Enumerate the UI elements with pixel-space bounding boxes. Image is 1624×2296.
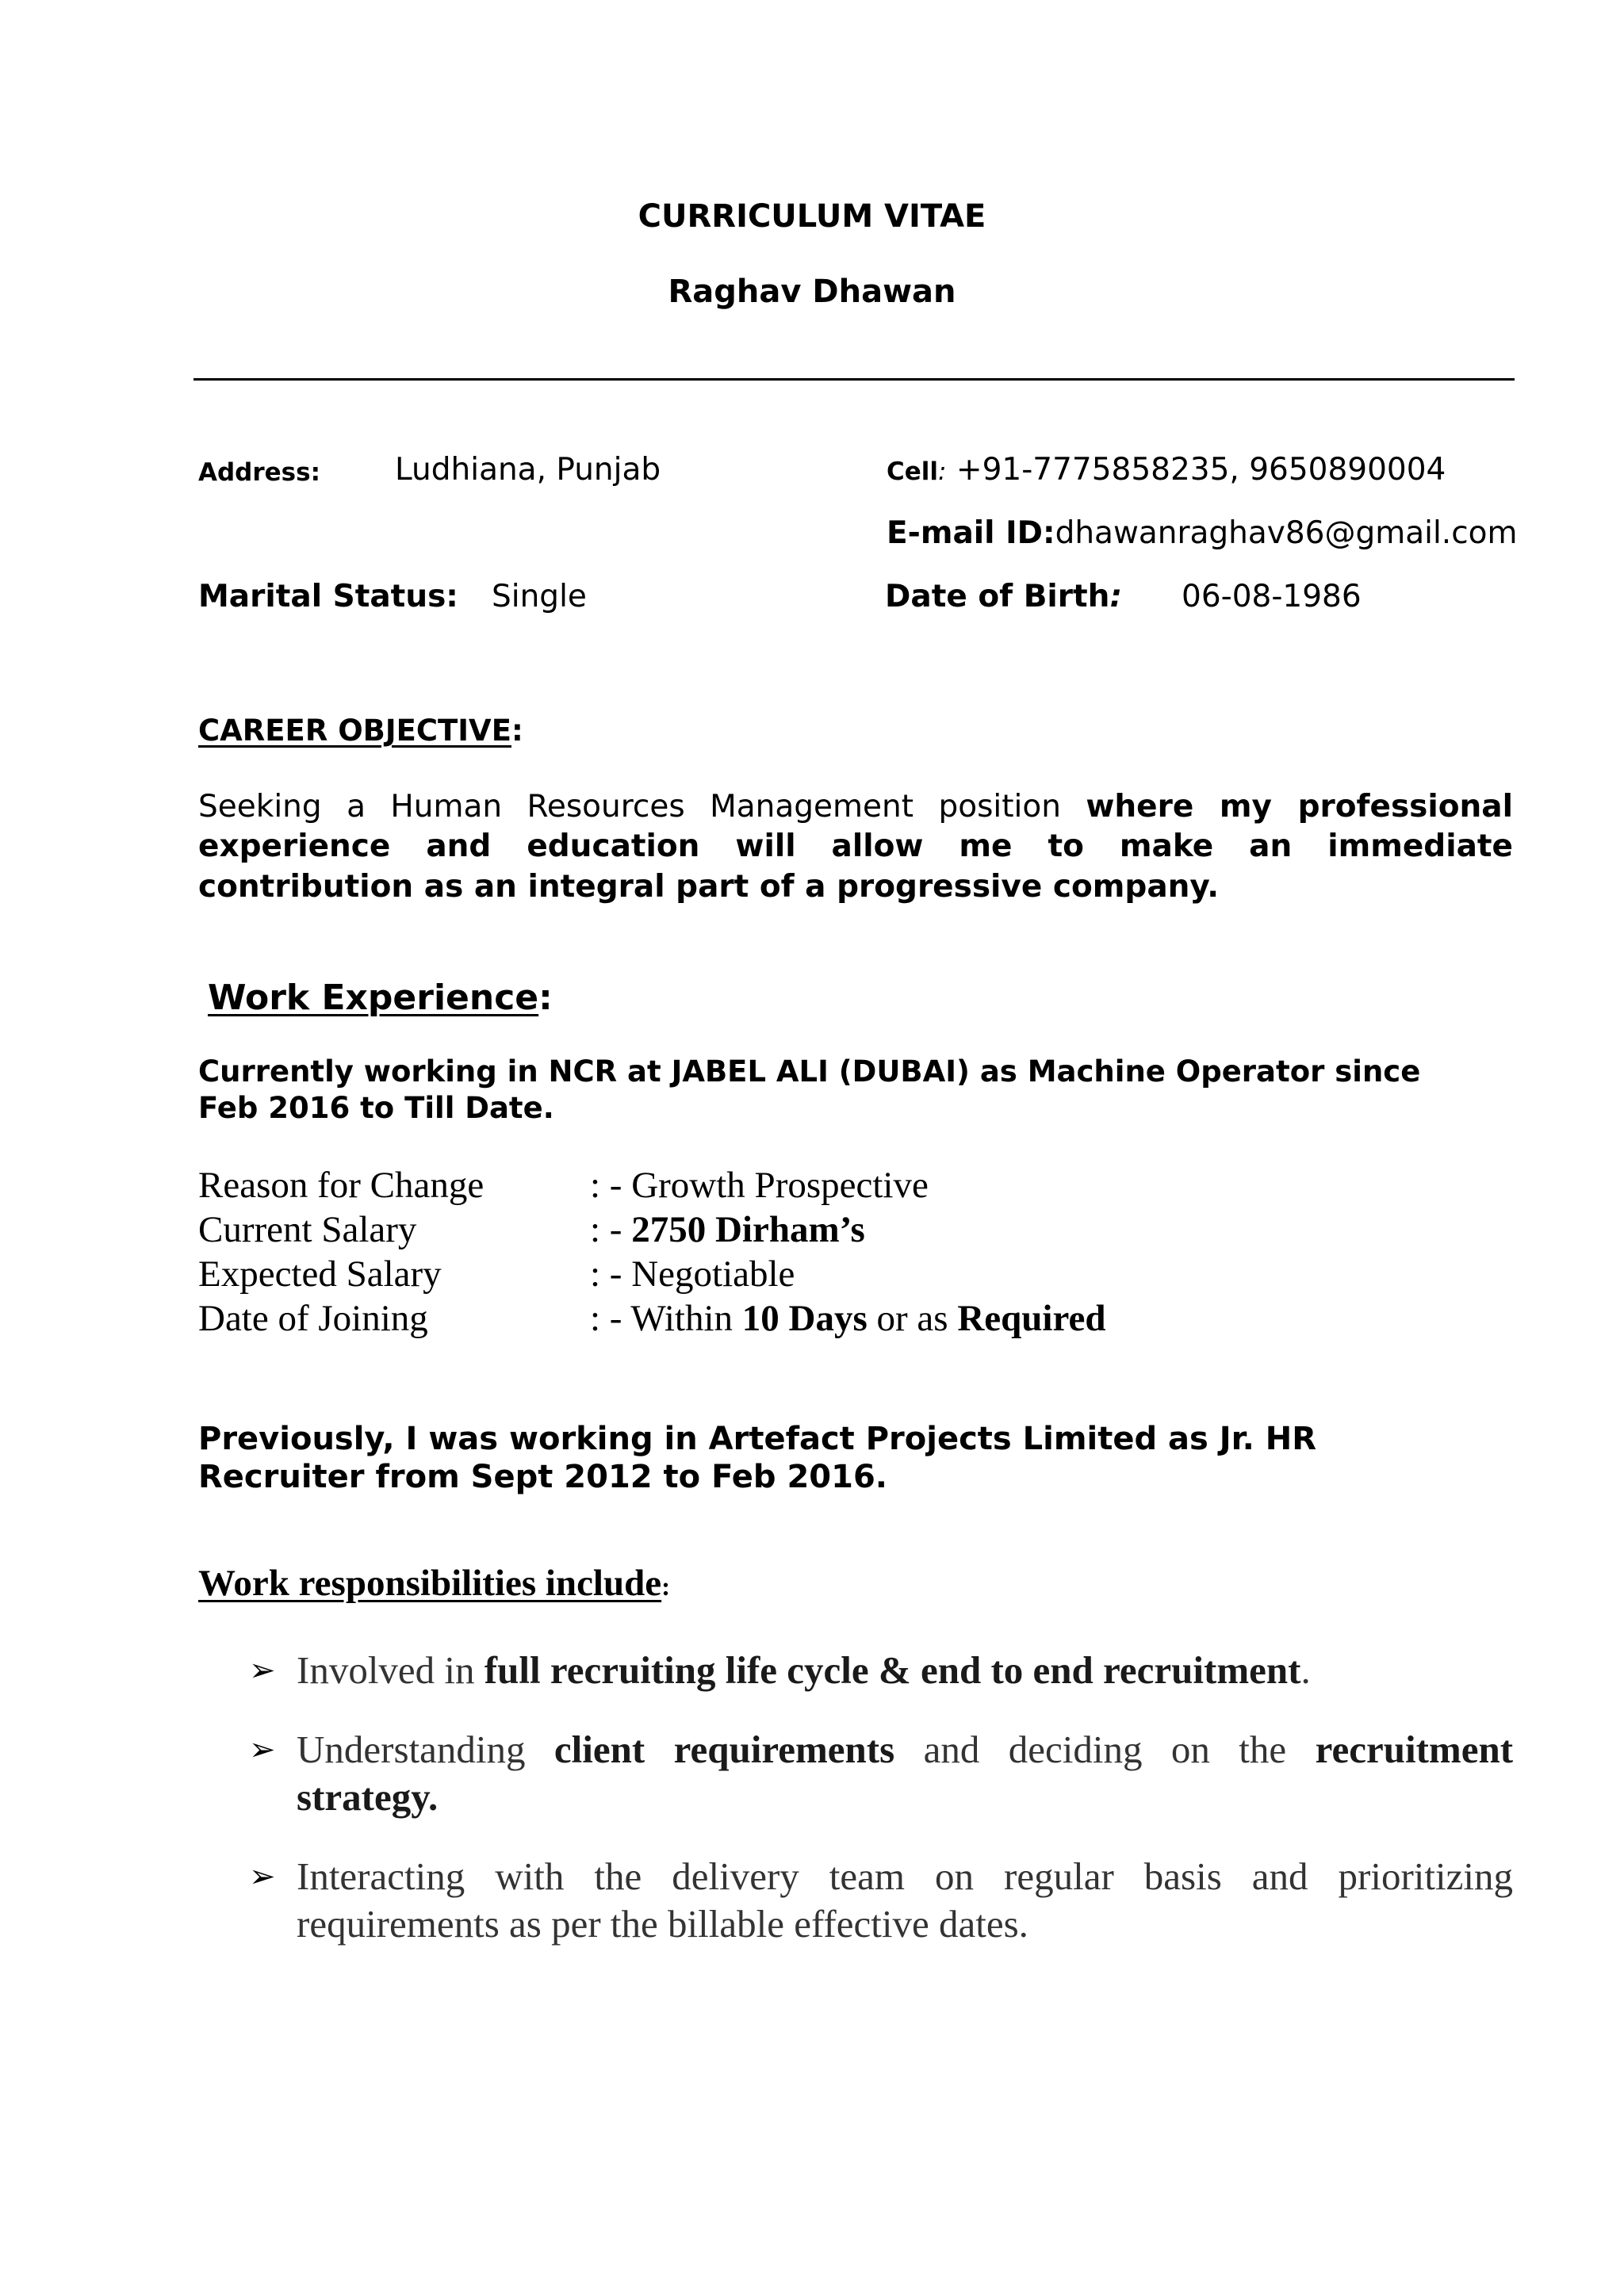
joining-or-as: or as: [876, 1298, 948, 1339]
career-objective-heading-wrap: [198, 714, 523, 748]
responsibilities-heading: Work responsibilities include: [198, 1563, 662, 1604]
responsibility-item-2-line-1: [297, 1727, 1513, 1772]
work-experience-heading: Work Experience: [208, 978, 539, 1018]
career-objective-colon: :: [511, 714, 523, 748]
dob-value: 06-08-1986: [1182, 579, 1362, 614]
dob-colon: :: [1109, 579, 1123, 614]
responsibility-item-3-line-1: Interacting with the delivery team on regular basis and prioritizing: [297, 1854, 1513, 1898]
detail-label-current-salary: Current Salary: [198, 1209, 417, 1250]
arrow-bullet-icon: ➢: [249, 1858, 276, 1895]
arrow-bullet-icon: ➢: [249, 1652, 276, 1689]
objective-line-3: contribution as an integral part of a progressive company.: [198, 869, 1220, 905]
resp-1-a: Involved in: [297, 1648, 475, 1692]
responsibility-item-2-line-2: strategy.: [297, 1775, 439, 1819]
email-label: E-mail ID:: [887, 515, 1055, 551]
dob-label: Date of Birth: [885, 579, 1110, 614]
joining-required: Required: [957, 1298, 1106, 1339]
resp-2-b: client requirements: [553, 1728, 895, 1771]
resp-2-d: recruitment: [1315, 1728, 1514, 1771]
resp-2-c: and deciding on the: [923, 1728, 1287, 1771]
detail-value-expected-salary-text: Negotiable: [631, 1253, 795, 1295]
cell-label: Cell: [887, 457, 939, 486]
detail-value-date-of-joining: [590, 1297, 1105, 1340]
joining-within: Within: [630, 1298, 733, 1339]
resp-2-a: Understanding: [297, 1728, 526, 1771]
previous-job-line-2: Recruiter from Sept 2012 to Feb 2016.: [198, 1459, 887, 1495]
address-value: Ludhiana, Punjab: [395, 452, 661, 488]
detail-value-current-salary-text: 2750 Dirham’s: [631, 1209, 865, 1250]
cell-row: [887, 452, 1446, 488]
career-objective-heading: CAREER OBJECTIVE: [198, 714, 511, 748]
marital-value: Single: [492, 579, 587, 614]
candidate-name: Raghav Dhawan: [668, 274, 956, 310]
objective-line-2: experience and education will allow me to make an immediate: [198, 828, 1513, 864]
cell-value: +91-7775858235, 9650890004: [956, 452, 1446, 488]
previous-job-line-1: Previously, I was working in Artefact Projects Limited as Jr. HR: [198, 1421, 1317, 1457]
work-experience-colon: :: [538, 978, 553, 1018]
marital-label: Marital Status:: [198, 579, 458, 614]
current-job-line-1: Currently working in NCR at JABEL ALI (DUBAI) as Machine Operator since: [198, 1054, 1421, 1089]
document-title: CURRICULUM VITAE: [638, 198, 986, 235]
work-experience-heading-wrap: [208, 978, 553, 1018]
detail-label-date-of-joining: Date of Joining: [198, 1298, 428, 1339]
detail-sep: : -: [590, 1209, 622, 1250]
detail-sep: : -: [590, 1165, 622, 1206]
responsibility-item-3-line-2: requirements as per the billable effective dates.: [297, 1902, 1028, 1946]
detail-label-reason: Reason for Change: [198, 1165, 485, 1206]
detail-sep: : -: [590, 1253, 622, 1295]
objective-line-1: [198, 789, 1513, 825]
objective-line-1-normal: Seeking a Human Resources Management position: [198, 789, 1061, 825]
responsibilities-colon: :: [661, 1573, 671, 1601]
cell-colon: :: [938, 457, 947, 486]
detail-label-expected-salary: Expected Salary: [198, 1253, 442, 1295]
email-value: dhawanraghav86@gmail.com: [1055, 515, 1518, 551]
arrow-bullet-icon: ➢: [249, 1732, 276, 1768]
email-row: [887, 515, 1517, 551]
current-job-line-2: Feb 2016 to Till Date.: [198, 1091, 554, 1125]
detail-value-current-salary: [590, 1208, 865, 1251]
detail-value-reason-text: Growth Prospective: [631, 1165, 929, 1206]
resp-1-b: full recruiting life cycle & end to end recruitment: [484, 1648, 1301, 1692]
resp-1-c: .: [1300, 1648, 1311, 1692]
joining-days: 10 Days: [741, 1298, 868, 1339]
address-label: Address:: [198, 458, 320, 487]
responsibility-item-1: [297, 1647, 1311, 1693]
responsibilities-heading-wrap: [198, 1562, 670, 1605]
detail-value-reason: [590, 1164, 929, 1207]
objective-line-1-bold: where my professional: [1086, 789, 1513, 825]
detail-value-expected-salary: [590, 1253, 795, 1295]
header-divider: [193, 378, 1515, 381]
dob-label-wrap: [885, 579, 1122, 614]
detail-sep: : -: [590, 1298, 622, 1339]
